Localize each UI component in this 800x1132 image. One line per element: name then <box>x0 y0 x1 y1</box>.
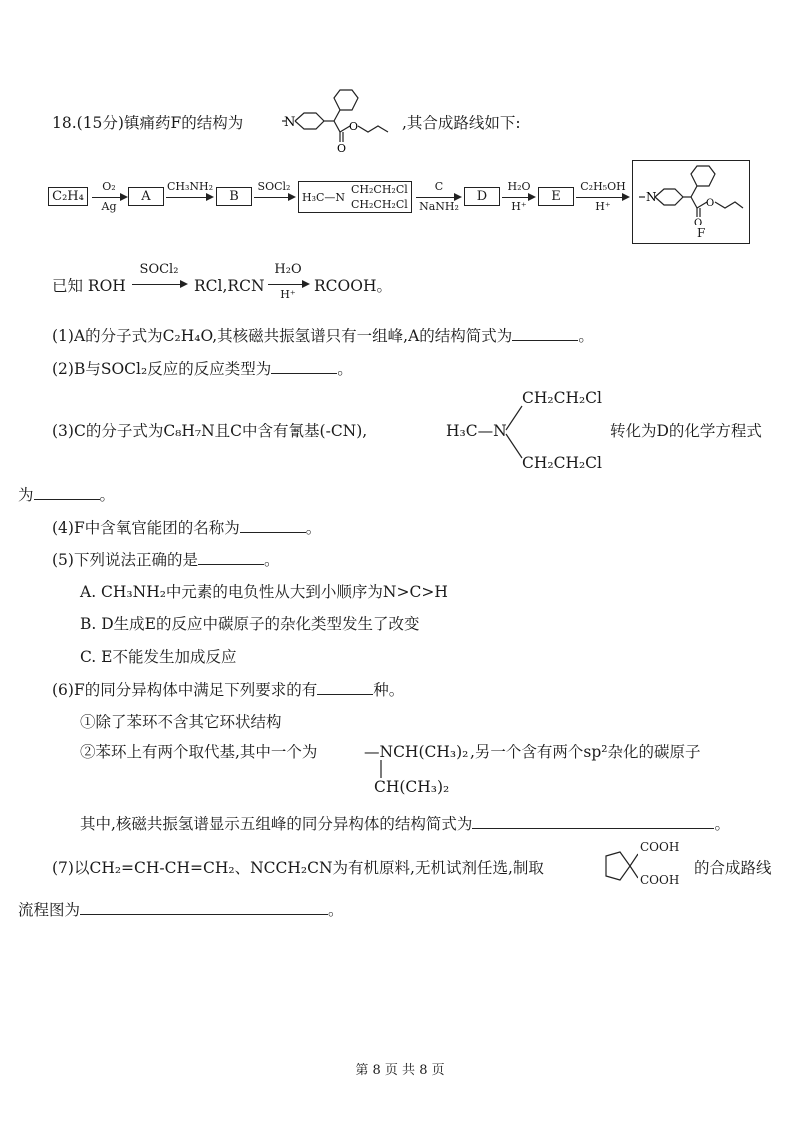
question-2: (2)B与SOCl₂反应的反应类型为 。 <box>52 360 353 378</box>
arrow5-reagent: H₂O <box>507 180 531 193</box>
q3-formula-top: CH₂CH₂Cl <box>522 389 602 407</box>
f-structure-scheme <box>635 165 745 225</box>
arrow6-reagent: C₂H₅OH <box>580 180 626 193</box>
question-3-text-c: 为 。 <box>18 486 116 504</box>
arrow4-base: NaNH₂ <box>419 200 459 213</box>
condition-1: ①除了苯环不含其它环状结构 <box>80 713 282 731</box>
arrow1-reagent: O₂ <box>102 180 116 193</box>
arrow1-catalyst: Ag <box>101 200 117 213</box>
question-7-b: 的合成路线 <box>694 859 772 877</box>
q3-formula-left: H₃C—N <box>446 422 507 440</box>
arrow6-acid: H⁺ <box>595 200 611 213</box>
question-7-c: 流程图为 。 <box>18 901 344 919</box>
known-prefix: 已知 ROH <box>52 277 126 295</box>
option-c: C. E不能发生加成反应 <box>80 648 237 666</box>
arrow-1 <box>92 197 126 198</box>
option-a: A. CH₃NH₂中元素的电负性从大到小顺序为N>C>H <box>80 583 448 601</box>
answer-blank-5[interactable] <box>198 550 264 565</box>
known-mid: RCl,RCN <box>194 277 265 295</box>
arrow4-reagent: C <box>434 180 444 193</box>
svg-text:O: O <box>694 218 703 225</box>
answer-blank-2[interactable] <box>271 359 337 374</box>
o-atom-label: O <box>337 142 347 152</box>
answer-blank-4[interactable] <box>240 518 306 533</box>
arrow3-reagent: SOCl₂ <box>257 180 291 193</box>
question-18-header: 18.(15分)镇痛药F的结构为 <box>52 114 244 132</box>
condition-2a: ②苯环上有两个取代基,其中一个为 <box>80 743 318 761</box>
question-4: (4)F中含氧官能团的名称为 。 <box>52 519 322 537</box>
question-6: (6)F的同分异构体中满足下列要求的有 种。 <box>52 681 405 699</box>
known-arrow-2 <box>268 284 308 285</box>
answer-blank-6[interactable] <box>317 680 373 695</box>
known-arrow1-label: SOCl₂ <box>139 262 179 277</box>
arrow-5 <box>502 197 534 198</box>
n-atom-label: N <box>284 115 296 130</box>
arrow-3 <box>254 197 294 198</box>
condition-2-group: —NCH(CH₃)₂ <box>364 743 469 761</box>
box-b: B <box>216 187 252 206</box>
header-tail: ,其合成路线如下: <box>402 114 521 132</box>
known-tail: RCOOH。 <box>314 277 392 295</box>
cooh-top: COOH <box>640 840 680 854</box>
answer-blank-7[interactable] <box>80 900 328 915</box>
answer-blank-1[interactable] <box>512 326 578 341</box>
known-arrow2-top: H₂O <box>274 262 302 277</box>
intermediate-box: H₃C—N CH₂CH₂Cl CH₂CH₂Cl <box>298 181 412 213</box>
arrow2-reagent: CH₃NH₂ <box>166 180 214 193</box>
question-1: (1)A的分子式为C₂H₄O,其核磁共振氢谱只有一组峰,A的结构简式为 。 <box>52 327 594 345</box>
page-footer: 第 8 页 共 8 页 <box>355 1063 445 1078</box>
known-arrow2-bottom: H⁺ <box>280 288 296 301</box>
arrow-2 <box>166 197 212 198</box>
box-e: E <box>538 187 574 206</box>
answer-blank-6b[interactable] <box>472 814 714 829</box>
cooh-bottom: COOH <box>640 873 680 887</box>
arrow-6 <box>576 197 628 198</box>
svg-text:N: N <box>646 190 657 204</box>
product-f-label: F <box>697 226 706 240</box>
question-7-a: (7)以CH₂=CH-CH=CH₂、NCCH₂CN为有机原料,无机试剂任选,制取 <box>52 859 544 877</box>
condition-2-group-bottom: CH(CH₃)₂ <box>374 778 450 796</box>
condition-2b: ,另一个含有两个sp²杂化的碳原子 <box>470 743 701 761</box>
cyclopentane-diacid-icon <box>602 844 638 888</box>
question-3-text: (3)C的分子式为C₈H₇N且C中含有氰基(-CN), <box>52 422 368 440</box>
arrow-4 <box>416 197 460 198</box>
svg-text:O: O <box>706 198 715 209</box>
q3-formula-bottom: CH₂CH₂Cl <box>522 454 602 472</box>
f-structure-inline <box>282 88 402 152</box>
option-b: B. D生成E的反应中碳原子的杂化类型发生了改变 <box>80 615 420 633</box>
arrow5-acid: H⁺ <box>511 200 527 213</box>
answer-blank-3[interactable] <box>34 485 100 500</box>
svg-text:O: O <box>349 120 359 133</box>
question-3-text-b: 转化为D的化学方程式 <box>610 422 762 440</box>
start-material-box: C₂H₄ <box>48 187 88 206</box>
product-f-box <box>632 160 750 244</box>
question-6b: 其中,核磁共振氢谱显示五组峰的同分异构体的结构简式为 。 <box>80 815 730 833</box>
known-arrow-1 <box>132 284 186 285</box>
question-5: (5)下列说法正确的是 。 <box>52 551 280 569</box>
box-d: D <box>464 187 500 206</box>
box-a: A <box>128 187 164 206</box>
